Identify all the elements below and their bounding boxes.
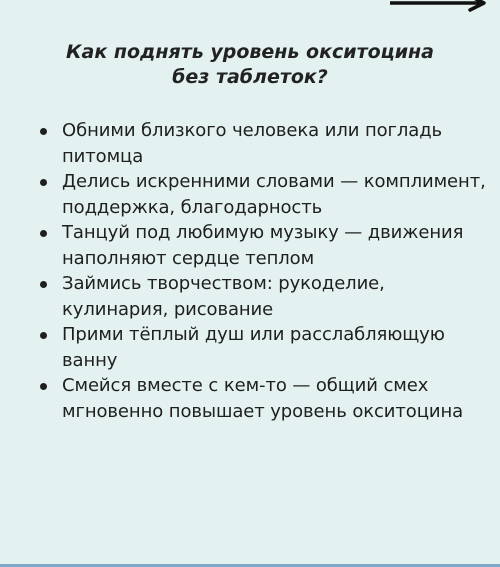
list-item-text: Делись искренними словами — комплимент, поддержка, благодарность [62, 171, 486, 218]
list-item-text: Прими тёплый душ или расслабляющую ванну [62, 324, 445, 371]
page-title [0, 40, 500, 90]
list-item-text: Смейся вместе с кем-то — общий смех мгновенно повышает уровень окситоцина [62, 375, 464, 422]
list-item [36, 373, 486, 424]
list-item [36, 322, 486, 373]
arrow-right-icon [390, 0, 490, 14]
title-line-2: без таблеток? [172, 66, 328, 88]
list-item [36, 169, 486, 220]
bullet-dot-icon [40, 332, 47, 339]
tips-list [36, 118, 486, 424]
title-line-1: Как поднять уровень окситоцина [66, 41, 434, 63]
bullet-dot-icon [40, 281, 47, 288]
bullet-dot-icon [40, 383, 47, 390]
list-item-text: Обними близкого человека или погладь питомца [62, 120, 443, 167]
list-item [36, 118, 486, 169]
list-item [36, 271, 486, 322]
list-item [36, 220, 486, 271]
bullet-dot-icon [40, 179, 47, 186]
bullet-dot-icon [40, 128, 47, 135]
list-item-text: Танцуй под любимую музыку — движения наполняют сердце теплом [62, 222, 464, 269]
bullet-dot-icon [40, 230, 47, 237]
list-item-text: Займись творчеством: рукоделие, кулинария, рисование [62, 273, 385, 320]
